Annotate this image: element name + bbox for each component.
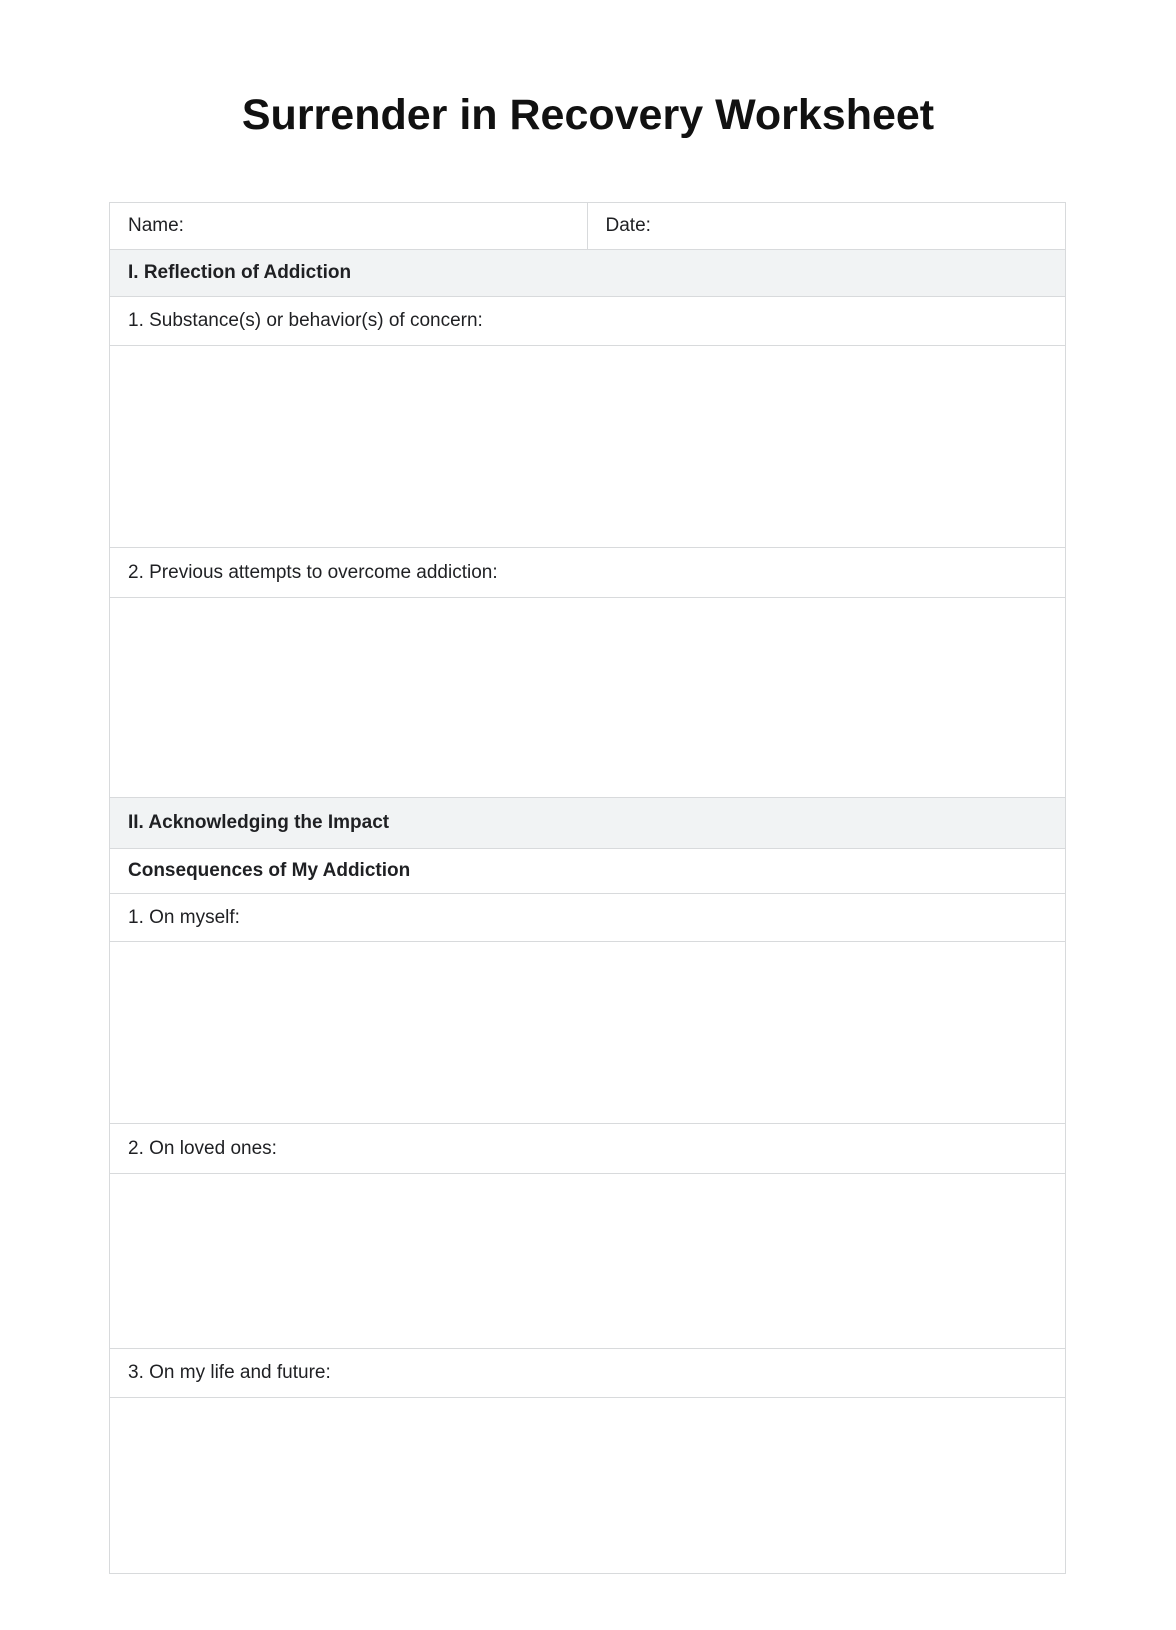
section-1-header: I. Reflection of Addiction: [110, 250, 1065, 297]
section-1-question-2-answer-area[interactable]: [110, 598, 1065, 798]
section-1-question-1-label: 1. Substance(s) or behavior(s) of concern:: [110, 297, 1065, 346]
date-field[interactable]: [588, 203, 1066, 249]
name-date-row: [110, 203, 1065, 250]
section-2-question-1-answer-area[interactable]: [110, 942, 1065, 1124]
worksheet-table: [109, 202, 1066, 1574]
date-label: Date:: [605, 215, 651, 236]
section-2-header: II. Acknowledging the Impact: [110, 798, 1065, 849]
section-2-question-2-answer-area[interactable]: [110, 1174, 1065, 1349]
section-2-question-3-label: 3. On my life and future:: [110, 1349, 1065, 1398]
section-2-subheader: Consequences of My Addiction: [110, 849, 1065, 894]
page-title: Surrender in Recovery Worksheet: [241, 91, 935, 139]
section-2-question-3-answer-area[interactable]: [110, 1398, 1065, 1573]
name-field[interactable]: [110, 203, 588, 249]
section-2-question-1-label: 1. On myself:: [110, 894, 1065, 942]
section-1-question-2-label: 2. Previous attempts to overcome addiction:: [110, 548, 1065, 598]
section-1-question-1-answer-area[interactable]: [110, 346, 1065, 548]
name-label: Name:: [128, 215, 184, 236]
section-2-question-2-label: 2. On loved ones:: [110, 1124, 1065, 1174]
